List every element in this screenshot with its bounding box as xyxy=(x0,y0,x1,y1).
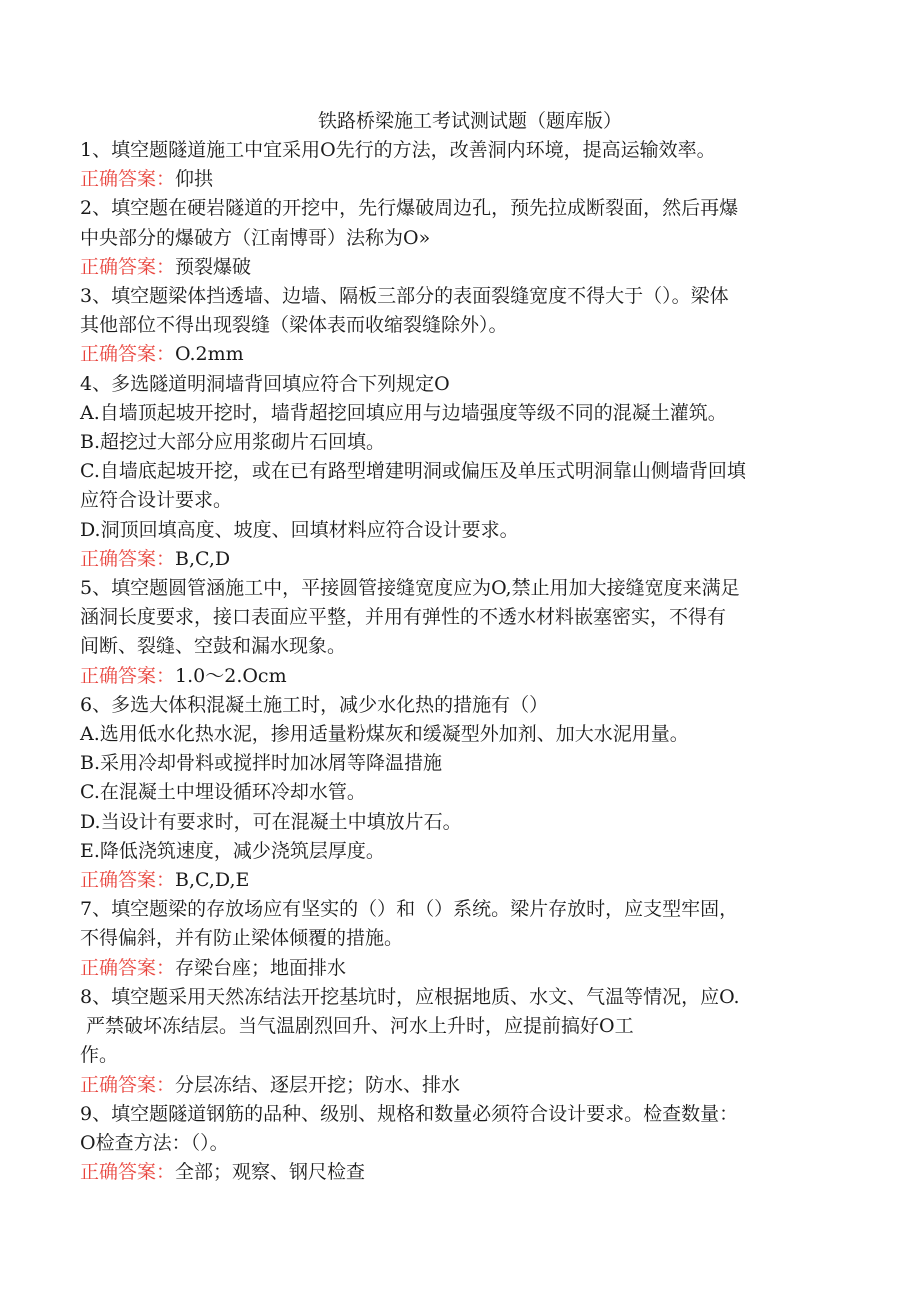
question-line: 中央部分的爆破方（江南博哥）法称为O» xyxy=(80,226,431,249)
question-line: A.自墙顶起坡开挖时，墙背超挖回填应用与边墙强度等级不同的混凝土灌筑。 xyxy=(80,401,727,424)
question-line: 3、填空题梁体挡透墙、边墙、隔板三部分的表面裂缝宽度不得大于（）。梁体 xyxy=(80,285,729,308)
question-line: 8、填空题采用天然冻结法开挖基坑时，应根据地质、水文、气温等情况，应O. xyxy=(80,985,740,1008)
question-line: 6、多选大体积混凝土施工时，减少水化热的措施有（） xyxy=(80,693,549,716)
question-line: E.降低浇筑速度，减少浇筑层厚度。 xyxy=(80,839,385,862)
answer-label: 正确答案： xyxy=(80,869,176,892)
answer-line xyxy=(80,866,860,895)
answer-line xyxy=(80,662,860,691)
answer-text: 1.0〜2.Ocm xyxy=(175,664,287,687)
question-line: B.超挖过大部分应用浆砌片石回填。 xyxy=(80,431,386,454)
answer-label: 正确答案： xyxy=(80,664,176,687)
question-line: 不得偏斜，并有防止梁体倾覆的措施。 xyxy=(80,927,404,950)
question-line: A.选用低水化热水泥，掺用适量粉煤灰和缓凝型外加剂、加大水泥用量。 xyxy=(80,723,689,746)
question-line: 涵洞长度要求，接口表面应平整，并用有弹性的不透水材料嵌塞密实，不得有 xyxy=(80,606,727,629)
question-line: C.在混凝土中埋设循环冷却水管。 xyxy=(80,781,366,804)
question-line: 应符合设计要求。 xyxy=(80,489,233,512)
answer-text: 全部；观察、钢尺检查 xyxy=(175,1161,366,1184)
answer-label: 正确答案： xyxy=(80,956,176,979)
answer-line xyxy=(80,954,860,983)
question-line: 4、多选隧道明洞墙背回填应符合下列规定O xyxy=(80,372,450,395)
question-line: 2、填空题在硬岩隧道的开挖中，先行爆破周边孔，预先拉成断裂面，然后再爆 xyxy=(80,197,739,220)
answer-text: 存梁台座；地面排水 xyxy=(175,956,347,979)
question-line: O检查方法：（）。 xyxy=(80,1131,229,1154)
answer-line xyxy=(80,340,860,369)
question-line: 间断、裂缝、空鼓和漏水现象。 xyxy=(80,635,347,658)
answer-line xyxy=(80,1071,860,1100)
answer-label: 正确答案： xyxy=(80,1073,176,1096)
answer-line xyxy=(80,165,860,194)
question-line: D.当设计有要求时，可在混凝土中填放片石。 xyxy=(80,810,462,833)
answer-label: 正确答案： xyxy=(80,343,176,366)
question-line: B.采用冷却骨料或搅拌时加冰屑等降温措施 xyxy=(80,752,443,775)
question-line: 5、填空题圆管涵施工中，平接圆管接缝宽度应为O,禁止用加大接缝宽度来满足 xyxy=(80,577,740,600)
answer-text: 分层冻结、逐层开挖；防水、排水 xyxy=(175,1073,461,1096)
question-line: 其他部位不得出现裂缝（梁体表而收缩裂缝除外）。 xyxy=(80,314,508,337)
answer-label: 正确答案： xyxy=(80,255,176,278)
question-line: 7、填空题梁的存放场应有坚实的（）和（）系统。梁片存放时，应支型牢固， xyxy=(80,898,739,921)
question-line: 作。 xyxy=(80,1044,119,1067)
question-line: D.洞顶回填高度、坡度、回填材料应符合设计要求。 xyxy=(80,518,519,541)
answer-text: 仰拱 xyxy=(175,168,214,191)
answer-label: 正确答案： xyxy=(80,547,176,570)
answer-label: 正确答案： xyxy=(80,1161,176,1184)
answer-text: 预裂爆破 xyxy=(175,255,252,278)
answer-line xyxy=(80,545,860,574)
question-line: 1、填空题隧道施工中宜采用O先行的方法，改善洞内环境，提高运输效率。 xyxy=(80,139,716,161)
question-line: 9、填空题隧道钢筋的品种、级别、规格和数量必须符合设计要求。检查数量： xyxy=(80,1102,739,1125)
answer-text: O.2mm xyxy=(175,343,244,366)
question-line: 严禁破坏冻结层。当气温剧烈回升、河水上升时，应提前搞好O工 xyxy=(80,1015,634,1038)
answer-line xyxy=(80,1158,860,1187)
document-title: 铁路桥梁施工考试测试题（题库版） xyxy=(317,110,622,132)
answer-text: B,C,D,E xyxy=(175,869,250,892)
question-list xyxy=(80,136,860,1187)
answer-text: B,C,D xyxy=(175,547,231,570)
answer-line xyxy=(80,253,860,282)
answer-label: 正确答案： xyxy=(80,168,176,191)
question-line: C.自墙底起坡开挖，或在已有路型增建明洞或偏压及单压式明洞靠山侧墙背回填 xyxy=(80,460,746,483)
